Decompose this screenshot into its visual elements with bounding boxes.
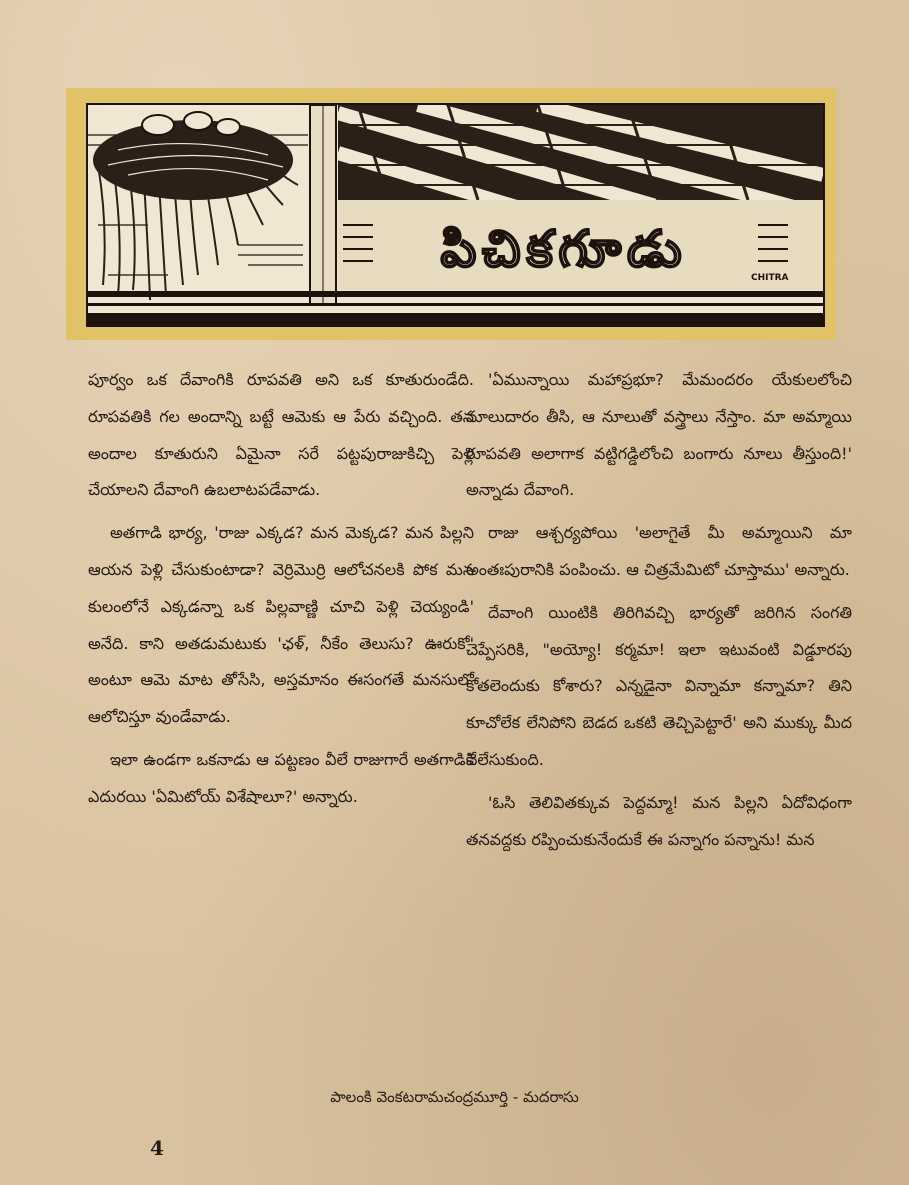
paragraph: రాజు ఆశ్చర్యపోయి 'అలాగైతే మీ అమ్మాయిని మా అంతఃపురానికి పంపించు. ఆ చిత్రమేమిటో చూస్తాము' అన్నారు. (466, 523, 852, 579)
paragraph: అతగాడి భార్య, 'రాజు ఎక్కడ? మన మెక్కడ? మన పిల్లని ఆయన పెళ్లి చేసుకుంటాడా? వెర్రిమొర్రి ఆలోచనలకి పోక మన కులంలోనే ఎక్కడన్నా ఒక పిల్లవాణ్ణి చూచి పెళ్లి చెయ్యండి' అనేది. కాని అతడుమటుకు 'ఛళ్, నీకేం తెలుసు? ఊరుకో' అంటూ ఆమె మాట తోసేసి, అస్తమానం ఈసంగతే మనసులో ఆలోచిస్తూ వుండేవాడు. (88, 523, 474, 727)
paragraph: దేవాంగి యింటికి తిరిగివచ్చి భార్యతో జరిగిన సంగతి చెప్పేసరికి, "అయ్యో! కర్మమా! ఇలా ఇటువంటి విడ్డూరపు కోతలెందుకు కోశారు? ఎన్నడైనా విన్నామా కన్నామా? తిని కూచోలేక లేనిపోని బెడద ఒకటి తెచ్చిపెట్టారే' అని ముక్కు మీద వేలేసుకుంది. (466, 602, 852, 769)
title-banner-illustration (86, 103, 825, 327)
paragraph: 'ఏమున్నాయి మహాప్రభూ? మేమందరం యేకులలోంచి నూలుదారం తీసి, ఆ నూలుతో వస్త్రాలు నేస్తాం. మా అమ్మాయి రూపవతి అలాగాక వట్టిగడ్డిలోంచి బంగారు నూలు తీస్తుంది!' అన్నాడు దేవాంగి. (466, 370, 852, 500)
paragraph: పూర్వం ఒక దేవాంగికి రూపవతి అని ఒక కూతురుండేది. రూపవతికి గల అందాన్ని బట్టే ఆమెకు ఆ పేరు వచ్చింది. తన అందాల కూతురుని ఏమైనా సరే పట్టపురాజుకిచ్చి పెళ్లి చేయాలని దేవాంగి ఉబలాటపడేవాడు. (88, 370, 474, 500)
left-text-column (88, 362, 474, 822)
author-byline: పాలంకి వెంకటరామచంద్రమూర్తి - మదరాసు (330, 1088, 579, 1106)
story-title: పిచికగూడు (440, 219, 688, 278)
artist-credit: CHITRA (751, 273, 789, 283)
nest-roof-illustration (88, 105, 823, 325)
paragraph: 'ఓసి తెలివితక్కువ పెద్దమ్మా! మన పిల్లని ఏదోవిధంగా తనవద్దకు రప్పించుకునేందుకే ఈ పన్నాగం పన్నాను! మన (466, 792, 852, 849)
paragraph: ఇలా ఉండగా ఒకనాడు ఆ పట్టణం వీలే రాజుగారే అతగాడికి ఎదురయి 'ఏమిటోయ్ విశేషాలూ?' అన్నారు. (88, 749, 474, 806)
right-text-column (466, 362, 852, 864)
page-number: 4 (150, 1136, 164, 1160)
